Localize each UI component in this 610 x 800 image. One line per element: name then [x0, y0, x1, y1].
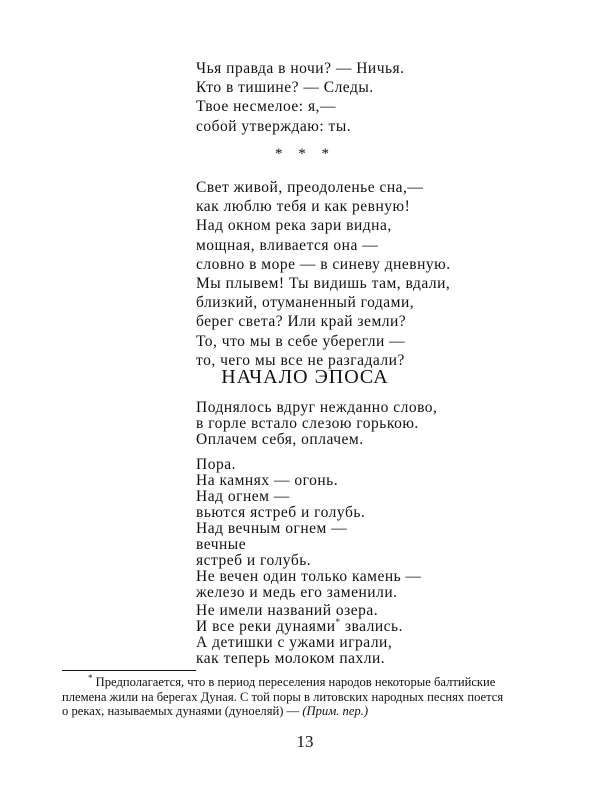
verse-text: И все реки дунаями: [196, 618, 336, 635]
footnote-line: [62, 704, 550, 719]
verse-line: то, чего мы все не разгадали?: [196, 351, 405, 369]
verse-line: мощная, вливается она —: [196, 236, 379, 254]
verse-line: как теперь молоком пахли.: [196, 650, 386, 667]
footnote-text: Предполагается, что в период переселения народов некоторые балтийские: [95, 675, 496, 689]
verse-line: То, что мы в себе уберегли —: [196, 332, 406, 350]
verse-line: как люблю тебя и как ревную!: [196, 198, 411, 216]
verse-line: словно в море — в синеву дневную.: [196, 255, 451, 273]
verse-line: Не вечен один только камень —: [196, 568, 422, 585]
stanza-6: [196, 603, 403, 667]
stanza-5: [196, 457, 422, 601]
footnote-mark: *: [88, 672, 93, 683]
stanza-2: [196, 178, 451, 274]
verse-line: вьются ястреб и голубь.: [196, 504, 366, 521]
verse-line: в горле встало слезою горькою.: [196, 415, 419, 432]
verse-line: железо и медь его заменили.: [196, 584, 398, 601]
footnote-mark: *: [335, 616, 341, 627]
verse-line: берег света? Или край земли?: [196, 313, 407, 331]
verse-text: звались.: [344, 618, 403, 635]
verse-line: Над окном река зари видна,: [196, 217, 392, 235]
stanza-4: [196, 400, 437, 448]
footnote-text: о реках, называемых дунаями (дуноеляй) —: [62, 704, 300, 718]
verse-line: Свет живой, преодоленье сна,—: [196, 179, 424, 196]
section-separator: * * *: [275, 146, 335, 162]
footnote-divider: [62, 670, 196, 671]
poem-title: НАЧАЛО ЭПОСА: [221, 366, 389, 388]
verse-line: Оплачем себя, оплачем.: [196, 431, 364, 448]
verse-line: Мы плывем! Ты видишь там, вдали,: [196, 275, 451, 292]
verse-line: вечные: [196, 536, 247, 553]
verse-line: Над вечным огнем —: [196, 520, 348, 537]
verse-line: Чья правда в ночи? — Ничья.: [196, 60, 405, 77]
verse-line: [196, 616, 403, 635]
verse-line: Твое несмелое: я,—: [196, 98, 336, 116]
stanza-3: [196, 274, 450, 370]
verse-line: Над огнем —: [196, 488, 290, 505]
footnote-line: [62, 672, 550, 690]
verse-line: ястреб и голубь.: [196, 552, 312, 569]
verse-line: А детишки с ужами играли,: [196, 634, 393, 651]
verse-line: На камнях — огонь.: [196, 472, 339, 489]
translator-note: (Прим. пер.): [302, 704, 369, 718]
page-number: 13: [296, 732, 314, 751]
footnote-line: племена жили на берегах Дуная. С той поры в литовских народных песнях поется: [62, 689, 504, 704]
verse-line: близкий, отуманенный годами,: [196, 294, 415, 312]
verse-line: Не имели названий озера.: [196, 602, 379, 619]
verse-line: Кто в тишине? — Следы.: [196, 79, 374, 97]
verse-line: собой утверждаю: ты.: [196, 117, 352, 135]
footnote: [62, 672, 550, 719]
verse-line: Поднялось вдруг нежданно слово,: [196, 399, 438, 416]
verse-line: Пора.: [196, 456, 236, 473]
stanza-1: [196, 59, 405, 136]
